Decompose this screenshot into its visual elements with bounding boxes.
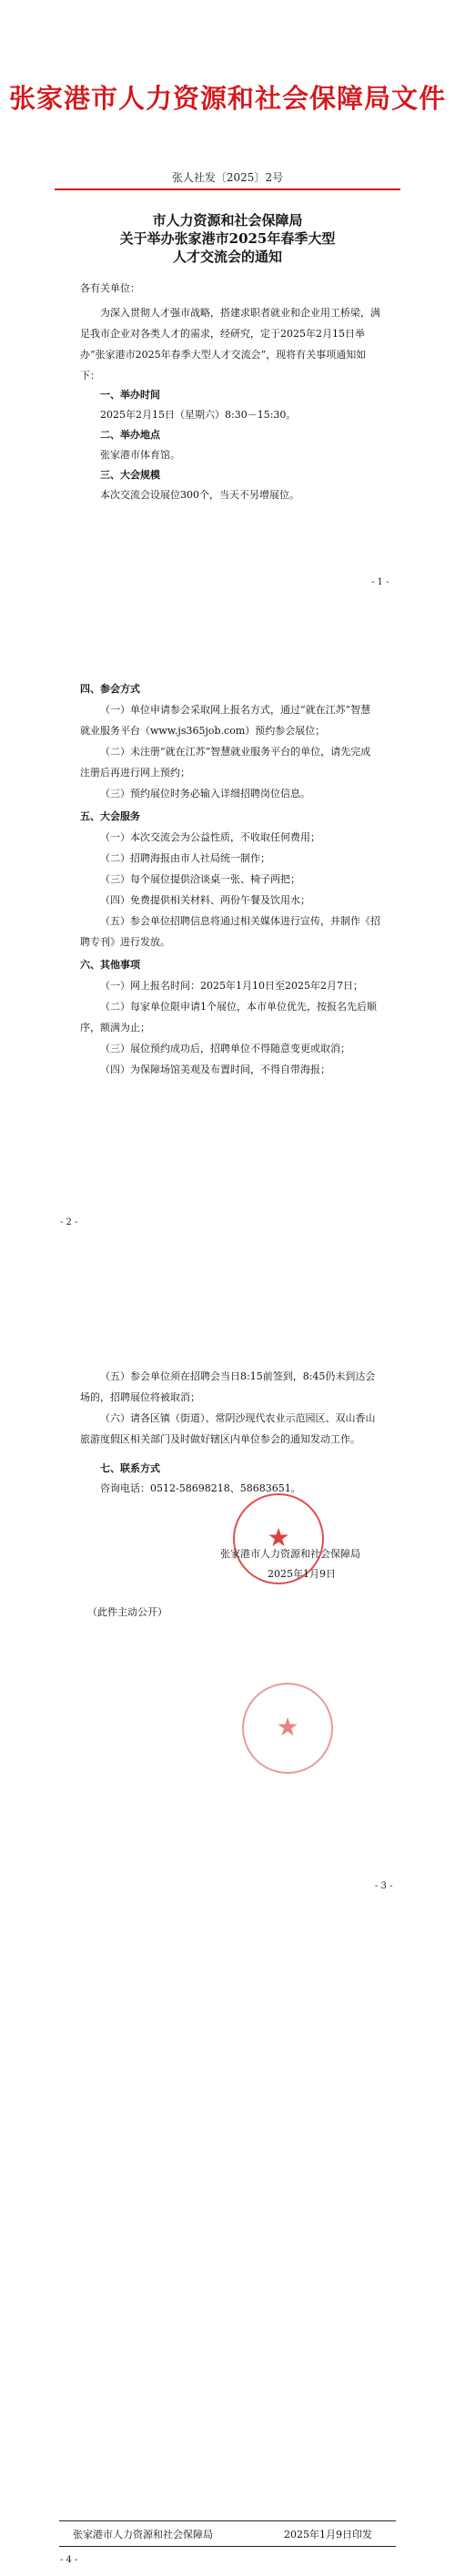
star-icon: ★ [276,1712,299,1742]
section-text: （三）预约展位时务必输入详细招聘岗位信息。 [100,788,310,799]
disclosure-note: （此件主动公开） [87,1606,167,1618]
section-text: （三）每个展位提供洽谈桌一张、椅子两把； [100,873,300,885]
section-heading: 六、其他事项 [80,959,140,971]
section-heading: 三、大会规模 [100,469,160,481]
document-number: 张人社发〔2025〕2号 [171,171,284,184]
section-text: 2025年2月15日（星期六）8:30－15:30。 [100,409,297,421]
section-heading: 一、举办时间 [100,389,160,401]
section-text: （一）本次交流会为公益性质，不收取任何费用； [100,831,320,843]
section-text: （一）单位申请参会采取网上报名方式，通过“就在江苏”智慧就业服务平台（www.js365job.com）预约参会展位； [80,704,371,737]
section-text: （四）为保障场馆美观及布置时间，不得自带海报； [100,1064,330,1075]
title-line-2: 关于举办张家港市2025年春季大型 [119,230,336,247]
section-text: （三）展位预约成功后，招聘单位不得随意变更或取消； [100,1043,350,1054]
issuer-banner: 张家港市人力资源和社会保障局文件 [8,83,446,114]
red-divider [55,188,400,190]
footer-bottom-rule [59,2546,396,2547]
footer-print-date: 2025年1月9日印发 [284,2529,372,2540]
section-text: （六）请各区镇（街道）、常阴沙现代农业示范园区、双山香山旅游度假区相关部门及时做好辖区内单位参会的通知发动工作。 [80,1412,376,1445]
page-number: - 2 - [60,1217,78,1227]
section-text: （二）招聘海报由市人社局统一制作； [100,852,270,864]
section-text: （二）每家单位限申请1个展位，本市单位优先，按报名先后顺序，额满为止； [80,1001,377,1033]
section-text: （五）参会单位须在招聘会当日8:15前签到，8:45仍未到达会场的，招聘展位将被取消； [80,1370,376,1403]
section-heading: 七、联系方式 [100,1462,160,1474]
page-4 [0,1927,455,2576]
title-line-3: 人才交流会的通知 [172,249,282,265]
section-heading: 五、大会服务 [80,810,140,822]
salutation: 各有关单位： [80,282,140,294]
star-icon: ★ [267,1522,290,1553]
section-text: （四）免费提供相关材料、两份午餐及饮用水； [100,894,310,906]
page-3 [0,1255,455,1927]
section-text: 本次交流会设展位300个，当天不另增展位。 [100,489,299,501]
page-number: - 3 - [375,1881,393,1891]
footer-top-rule [59,2520,396,2521]
section-text: （一）网上报名时间：2025年1月10日至2025年2月7日； [100,980,363,992]
section-text: 张家港市体育馆。 [100,449,180,461]
page-1 [0,0,455,628]
contact-phone: 咨询电话：0512-58698218、58683651。 [100,1482,301,1494]
official-seal-faint [242,1683,333,1774]
page-number: - 1 - [371,577,389,587]
section-heading: 二、举办地点 [100,429,160,441]
signature-issuer: 张家港市人力资源和社会保障局 [220,1548,360,1560]
section-heading: 四、参会方式 [80,683,140,695]
page-number: - 4 - [60,2555,78,2565]
intro-paragraph: 为深入贯彻人才强市战略，搭建求职者就业和企业用工桥梁，满足我市企业对各类人才的需求，经研究，定于2025年2月15日举办“张家港市2025年春季大型人才交流会”，现将有关事项通知如下： [80,307,380,382]
signature-date: 2025年1月9日 [268,1568,336,1580]
section-text: （五）参会单位招聘信息将通过相关媒体进行宣传，并制作《招聘专刊》进行发放。 [80,915,380,948]
title-line-1: 市人力资源和社会保障局 [152,212,303,229]
page-2 [0,628,455,1255]
footer-issuer: 张家港市人力资源和社会保障局 [73,2529,213,2540]
section-text: （二）未注册“就在江苏”智慧就业服务平台的单位，请先完成注册后再进行网上预约； [80,746,371,779]
